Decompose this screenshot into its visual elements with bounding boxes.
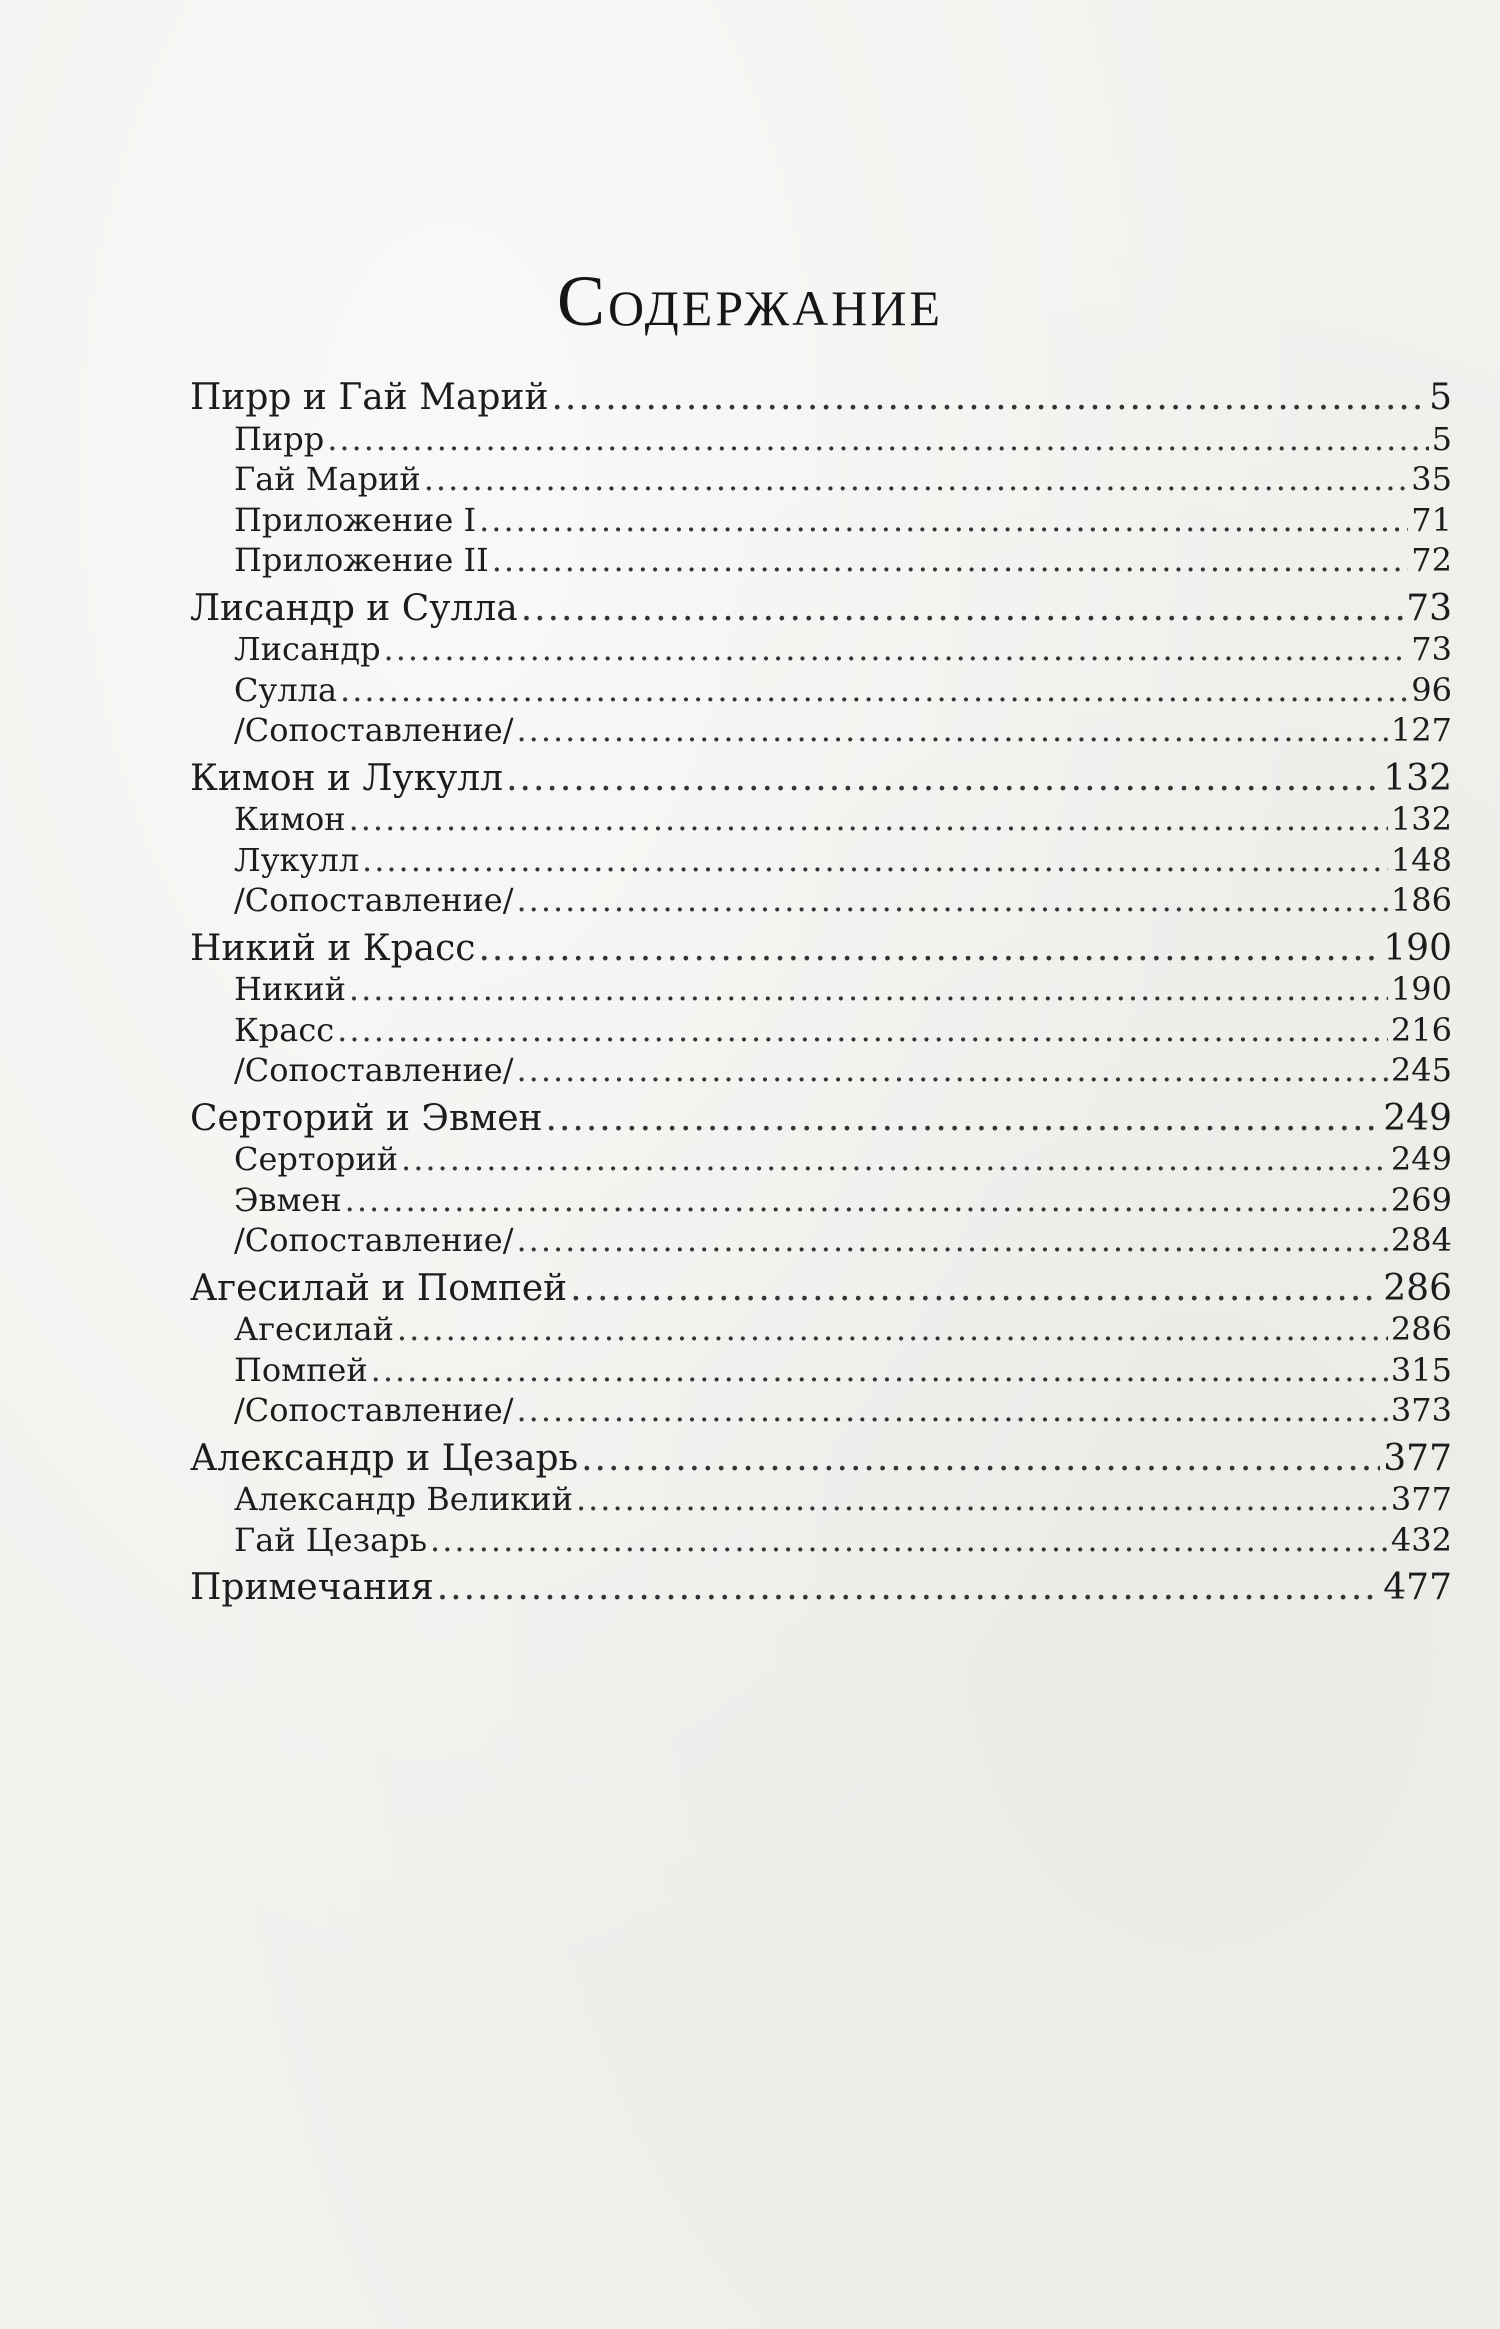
toc-page-number: 245 [1390, 1051, 1452, 1089]
toc-part-entry [190, 589, 1452, 630]
toc-entry-label: Лисандр [234, 630, 381, 668]
toc-page-number: 35 [1411, 460, 1452, 498]
toc-leader-dots [521, 589, 1404, 630]
toc-entry-label: Пирр и Гай Марий [190, 377, 549, 418]
toc-leader-dots [349, 799, 1388, 840]
table-of-contents [190, 378, 1452, 1609]
toc-entry-label: /Сопоставление/ [234, 711, 514, 749]
toc-part-entry [190, 1099, 1452, 1140]
toc-chapter-entry [190, 459, 1452, 500]
toc-entry-label: Кимон [234, 800, 346, 838]
toc-leader-dots [327, 419, 1428, 460]
toc-leader-dots [479, 500, 1408, 541]
toc-entry-label: Красс [234, 1010, 335, 1049]
toc-entry-label: Александр Великий [234, 1480, 573, 1518]
toc-entry-label: Серторий [234, 1140, 399, 1178]
toc-leader-dots [581, 1439, 1380, 1480]
toc-leader-dots [516, 710, 1387, 751]
toc-leader-dots [516, 880, 1387, 921]
toc-chapter-entry [190, 1390, 1452, 1431]
toc-page-number: 373 [1390, 1391, 1452, 1429]
toc-entry-label: /Сопоставление/ [234, 1051, 514, 1089]
toc-entry-label: Никий и Красс [190, 927, 476, 969]
toc-leader-dots [384, 629, 1409, 670]
toc-chapter-entry [190, 1050, 1452, 1091]
toc-chapter-entry [190, 1479, 1452, 1520]
toc-page-number: 73 [1406, 587, 1452, 629]
toc-page-number: 71 [1411, 500, 1452, 539]
toc-leader-dots [516, 1220, 1387, 1261]
toc-leader-dots [437, 1568, 1381, 1609]
toc-entry-label: /Сопоставление/ [234, 1221, 514, 1259]
toc-page-number: 249 [1383, 1097, 1452, 1139]
toc-leader-dots [551, 378, 1426, 419]
toc-page-number: 377 [1383, 1437, 1452, 1479]
toc-chapter-entry [190, 880, 1452, 921]
toc-leader-dots [516, 1390, 1387, 1431]
toc-leader-dots [430, 1520, 1388, 1561]
toc-part-entry [190, 759, 1452, 800]
toc-entry-label: Приложение I [234, 500, 477, 539]
toc-chapter-entry [190, 710, 1452, 751]
toc-chapter-entry [190, 840, 1452, 881]
toc-entry-label: Агесилай [234, 1310, 394, 1348]
toc-page-number: 190 [1383, 927, 1452, 969]
toc-leader-dots [401, 1139, 1388, 1180]
toc-chapter-entry [190, 799, 1452, 840]
toc-part-entry [190, 1568, 1452, 1609]
toc-page-number: 132 [1390, 800, 1452, 838]
toc-page-number: 216 [1390, 1010, 1452, 1049]
toc-part-entry [190, 1439, 1452, 1480]
toc-leader-dots [371, 1350, 1388, 1391]
toc-leader-dots [570, 1269, 1380, 1310]
toc-page-number: 477 [1383, 1567, 1452, 1608]
toc-entry-label: Агесилай и Помпей [190, 1267, 568, 1309]
toc-leader-dots [397, 1309, 1388, 1350]
page-title: Содержание [556, 261, 943, 342]
toc-entry-label: Александр и Цезарь [190, 1437, 579, 1479]
toc-page-number: 315 [1390, 1350, 1452, 1389]
toc-page-number: 148 [1390, 840, 1452, 879]
toc-chapter-entry [190, 1180, 1452, 1221]
toc-page-number: 190 [1390, 970, 1452, 1008]
toc-page-number: 186 [1390, 881, 1452, 919]
toc-chapter-entry [190, 1139, 1452, 1180]
toc-entry-label: Помпей [234, 1350, 368, 1389]
toc-part-entry [190, 929, 1452, 970]
toc-leader-dots [516, 1050, 1387, 1091]
toc-leader-dots [424, 459, 1409, 500]
toc-page-number: 5 [1431, 419, 1452, 458]
toc-page-number: 432 [1390, 1520, 1452, 1559]
toc-leader-dots [340, 670, 1408, 711]
toc-entry-label: Гай Цезарь [234, 1520, 428, 1559]
toc-chapter-entry [190, 540, 1452, 581]
toc-page-number: 286 [1383, 1267, 1452, 1309]
toc-chapter-entry [190, 500, 1452, 541]
toc-chapter-entry [190, 1309, 1452, 1350]
toc-page-number: 249 [1390, 1140, 1452, 1178]
toc-page-number: 73 [1411, 630, 1452, 668]
toc-page-number: 127 [1390, 711, 1452, 749]
toc-entry-label: Никий [234, 970, 346, 1008]
toc-page-number: 377 [1390, 1480, 1452, 1518]
toc-entry-label: /Сопоставление/ [234, 881, 514, 919]
toc-leader-dots [478, 929, 1380, 970]
toc-page-number: 5 [1429, 377, 1452, 418]
toc-page-number: 96 [1411, 670, 1452, 709]
toc-leader-dots [337, 1010, 1388, 1051]
toc-chapter-entry [190, 629, 1452, 670]
toc-chapter-entry [190, 1350, 1452, 1391]
toc-chapter-entry [190, 670, 1452, 711]
toc-page-number: 284 [1390, 1221, 1452, 1259]
toc-entry-label: Эвмен [234, 1180, 342, 1219]
toc-entry-label: Кимон и Лукулл [190, 757, 504, 799]
toc-leader-dots [576, 1479, 1388, 1520]
toc-leader-dots [345, 1180, 1388, 1221]
toc-entry-label: Пирр [234, 419, 325, 458]
toc-leader-dots [492, 540, 1409, 581]
toc-chapter-entry [190, 419, 1452, 460]
toc-entry-label: /Сопоставление/ [234, 1391, 514, 1429]
toc-part-entry [190, 378, 1452, 419]
toc-entry-label: Серторий и Эвмен [190, 1097, 543, 1139]
toc-entry-label: Гай Марий [234, 460, 421, 498]
toc-chapter-entry [190, 1520, 1452, 1561]
toc-chapter-entry [190, 1010, 1452, 1051]
toc-page-number: 72 [1411, 541, 1452, 579]
toc-leader-dots [362, 840, 1388, 881]
toc-entry-label: Приложение II [234, 541, 489, 579]
toc-entry-label: Примечания [190, 1567, 434, 1608]
toc-entry-label: Лисандр и Сулла [190, 587, 518, 629]
toc-entry-label: Лукулл [234, 840, 360, 879]
toc-leader-dots [349, 969, 1388, 1010]
toc-part-entry [190, 1269, 1452, 1310]
toc-page-number: 286 [1390, 1310, 1452, 1348]
toc-leader-dots [546, 1099, 1381, 1140]
toc-chapter-entry [190, 1220, 1452, 1261]
toc-entry-label: Сулла [234, 670, 338, 709]
toc-page-number: 132 [1383, 757, 1452, 799]
toc-chapter-entry [190, 969, 1452, 1010]
toc-page-number: 269 [1390, 1180, 1452, 1219]
toc-leader-dots [506, 759, 1380, 800]
